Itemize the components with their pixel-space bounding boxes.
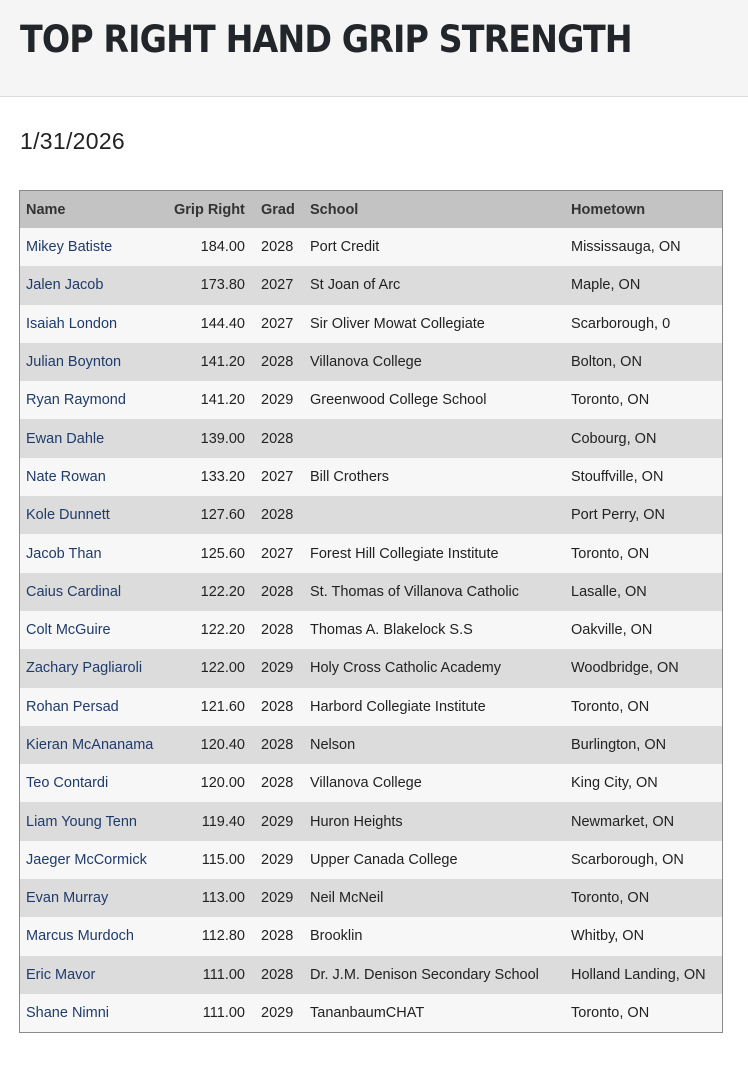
grad-cell: 2028 — [255, 228, 304, 266]
grad-cell: 2028 — [255, 343, 304, 381]
table-row — [20, 879, 722, 917]
table-row — [20, 802, 722, 840]
player-name-cell — [20, 343, 168, 381]
player-name-cell — [20, 305, 168, 343]
school-cell: Port Credit — [304, 228, 565, 266]
player-name-cell — [20, 649, 168, 687]
grip-right-cell: 184.00 — [168, 228, 255, 266]
school-cell: St Joan of Arc — [304, 266, 565, 304]
player-name-link[interactable]: Zachary Pagliaroli — [26, 660, 143, 677]
grad-cell: 2028 — [255, 573, 304, 611]
school-cell: St. Thomas of Villanova Catholic — [304, 573, 565, 611]
column-header-hometown[interactable]: Hometown — [565, 191, 722, 228]
table-row — [20, 458, 722, 496]
player-name-cell — [20, 764, 168, 802]
school-cell: Harbord Collegiate Institute — [304, 688, 565, 726]
grip-right-cell: 121.60 — [168, 688, 255, 726]
school-cell: Huron Heights — [304, 802, 565, 840]
table-row — [20, 994, 722, 1032]
school-cell: Upper Canada College — [304, 841, 565, 879]
hometown-cell: Toronto, ON — [565, 879, 722, 917]
player-name-link[interactable]: Isaiah London — [26, 315, 118, 332]
grad-cell: 2029 — [255, 994, 304, 1032]
school-cell: Villanova College — [304, 343, 565, 381]
player-name-link[interactable]: Caius Cardinal — [26, 583, 122, 600]
school-cell: Nelson — [304, 726, 565, 764]
grip-right-cell: 120.00 — [168, 764, 255, 802]
grip-right-cell: 122.20 — [168, 573, 255, 611]
school-cell — [304, 496, 565, 534]
grip-right-cell: 139.00 — [168, 419, 255, 457]
table-row — [20, 343, 722, 381]
table-body — [20, 228, 722, 1032]
school-cell: TananbaumCHAT — [304, 994, 565, 1032]
grip-right-cell: 173.80 — [168, 266, 255, 304]
table-row — [20, 726, 722, 764]
grip-right-cell: 122.00 — [168, 649, 255, 687]
grad-cell: 2028 — [255, 611, 304, 649]
school-cell: Holy Cross Catholic Academy — [304, 649, 565, 687]
player-name-cell — [20, 458, 168, 496]
school-cell: Villanova College — [304, 764, 565, 802]
player-name-link[interactable]: Ryan Raymond — [26, 392, 126, 409]
player-name-cell — [20, 266, 168, 304]
hometown-cell: Stouffville, ON — [565, 458, 722, 496]
player-name-link[interactable]: Colt McGuire — [26, 622, 111, 639]
grip-right-cell: 141.20 — [168, 343, 255, 381]
player-name-cell — [20, 228, 168, 266]
player-name-cell — [20, 994, 168, 1032]
grad-cell: 2029 — [255, 841, 304, 879]
hometown-cell: Lasalle, ON — [565, 573, 722, 611]
player-name-cell — [20, 688, 168, 726]
grad-cell: 2028 — [255, 726, 304, 764]
player-name-link[interactable]: Jalen Jacob — [26, 277, 104, 294]
grad-cell: 2029 — [255, 802, 304, 840]
grip-right-cell: 112.80 — [168, 917, 255, 955]
player-name-cell — [20, 381, 168, 419]
hometown-cell: Holland Landing, ON — [565, 956, 722, 994]
table-row — [20, 688, 722, 726]
grip-right-cell: 111.00 — [168, 956, 255, 994]
player-name-link[interactable]: Julian Boynton — [26, 354, 122, 371]
hometown-cell: Newmarket, ON — [565, 802, 722, 840]
school-cell: Dr. J.M. Denison Secondary School — [304, 956, 565, 994]
hometown-cell: King City, ON — [565, 764, 722, 802]
school-cell: Greenwood College School — [304, 381, 565, 419]
grad-cell: 2028 — [255, 764, 304, 802]
grad-cell: 2028 — [255, 917, 304, 955]
hometown-cell: Bolton, ON — [565, 343, 722, 381]
player-name-link[interactable]: Shane Nimni — [26, 1005, 110, 1022]
school-cell: Neil McNeil — [304, 879, 565, 917]
grip-right-cell: 144.40 — [168, 305, 255, 343]
table-row — [20, 534, 722, 572]
player-name-link[interactable]: Teo Contardi — [26, 775, 109, 792]
hometown-cell: Toronto, ON — [565, 534, 722, 572]
player-name-link[interactable]: Ewan Dahle — [26, 430, 105, 447]
grad-cell: 2028 — [255, 419, 304, 457]
hometown-cell: Burlington, ON — [565, 726, 722, 764]
grip-right-cell: 122.20 — [168, 611, 255, 649]
grad-cell: 2028 — [255, 956, 304, 994]
grip-right-cell: 133.20 — [168, 458, 255, 496]
table-row — [20, 956, 722, 994]
player-name-cell — [20, 956, 168, 994]
player-name-link[interactable]: Liam Young Tenn — [26, 813, 138, 830]
player-name-cell — [20, 879, 168, 917]
column-header-grip-right[interactable]: Grip Right — [168, 191, 255, 228]
hometown-cell: Cobourg, ON — [565, 419, 722, 457]
grip-right-cell: 111.00 — [168, 994, 255, 1032]
table-row — [20, 419, 722, 457]
school-cell: Brooklin — [304, 917, 565, 955]
hometown-cell: Mississauga, ON — [565, 228, 722, 266]
table-row — [20, 266, 722, 304]
column-header-name[interactable]: Name — [20, 191, 168, 228]
grad-cell: 2029 — [255, 649, 304, 687]
hometown-cell: Toronto, ON — [565, 688, 722, 726]
player-name-cell — [20, 726, 168, 764]
hometown-cell: Scarborough, ON — [565, 841, 722, 879]
page-title: TOP RIGHT HAND GRIP STRENGTH — [20, 18, 632, 61]
player-name-cell — [20, 419, 168, 457]
hometown-cell: Scarborough, 0 — [565, 305, 722, 343]
grip-right-cell: 119.40 — [168, 802, 255, 840]
player-name-cell — [20, 802, 168, 840]
table-row — [20, 573, 722, 611]
grip-right-cell: 113.00 — [168, 879, 255, 917]
table-row — [20, 841, 722, 879]
grip-strength-table — [19, 190, 723, 1033]
hometown-cell: Port Perry, ON — [565, 496, 722, 534]
table-row — [20, 496, 722, 534]
grad-cell: 2027 — [255, 266, 304, 304]
grad-cell: 2028 — [255, 496, 304, 534]
player-name-link[interactable]: Jacob Than — [26, 545, 102, 562]
table-row — [20, 381, 722, 419]
table-row — [20, 917, 722, 955]
column-header-school[interactable]: School — [304, 191, 565, 228]
grad-cell: 2029 — [255, 381, 304, 419]
player-name-link[interactable]: Jaeger McCormick — [26, 851, 147, 868]
player-name-link[interactable]: Kole Dunnett — [26, 507, 110, 524]
hometown-cell: Maple, ON — [565, 266, 722, 304]
hometown-cell: Toronto, ON — [565, 381, 722, 419]
player-name-link[interactable]: Evan Murray — [26, 890, 109, 907]
school-cell: Forest Hill Collegiate Institute — [304, 534, 565, 572]
table-row — [20, 649, 722, 687]
school-cell: Thomas A. Blakelock S.S — [304, 611, 565, 649]
grip-right-cell: 141.20 — [168, 381, 255, 419]
hometown-cell: Woodbridge, ON — [565, 649, 722, 687]
table-header-row — [20, 191, 722, 228]
report-date: 1/31/2026 — [20, 128, 126, 154]
player-name-cell — [20, 917, 168, 955]
player-name-link[interactable]: Rohan Persad — [26, 698, 119, 715]
player-name-cell — [20, 841, 168, 879]
school-cell: Sir Oliver Mowat Collegiate — [304, 305, 565, 343]
column-header-grad[interactable]: Grad — [255, 191, 304, 228]
grip-right-cell: 127.60 — [168, 496, 255, 534]
grad-cell: 2029 — [255, 879, 304, 917]
grip-right-cell: 120.40 — [168, 726, 255, 764]
player-name-cell — [20, 534, 168, 572]
grad-cell: 2027 — [255, 458, 304, 496]
grad-cell: 2028 — [255, 688, 304, 726]
table-row — [20, 611, 722, 649]
grip-right-cell: 125.60 — [168, 534, 255, 572]
grad-cell: 2027 — [255, 305, 304, 343]
table-row — [20, 228, 722, 266]
hometown-cell: Toronto, ON — [565, 994, 722, 1032]
school-cell — [304, 419, 565, 457]
school-cell: Bill Crothers — [304, 458, 565, 496]
grip-right-cell: 115.00 — [168, 841, 255, 879]
player-name-link[interactable]: Marcus Murdoch — [26, 928, 134, 945]
player-name-link[interactable]: Nate Rowan — [26, 468, 106, 485]
table-row — [20, 305, 722, 343]
player-name-link[interactable]: Mikey Batiste — [26, 239, 113, 256]
hometown-cell: Whitby, ON — [565, 917, 722, 955]
player-name-cell — [20, 496, 168, 534]
hometown-cell: Oakville, ON — [565, 611, 722, 649]
player-name-cell — [20, 611, 168, 649]
page-header — [0, 0, 748, 97]
table-row — [20, 764, 722, 802]
player-name-cell — [20, 573, 168, 611]
player-name-link[interactable]: Kieran McAnanama — [26, 737, 154, 753]
player-name-link[interactable]: Eric Mavor — [26, 966, 96, 983]
grad-cell: 2027 — [255, 534, 304, 572]
